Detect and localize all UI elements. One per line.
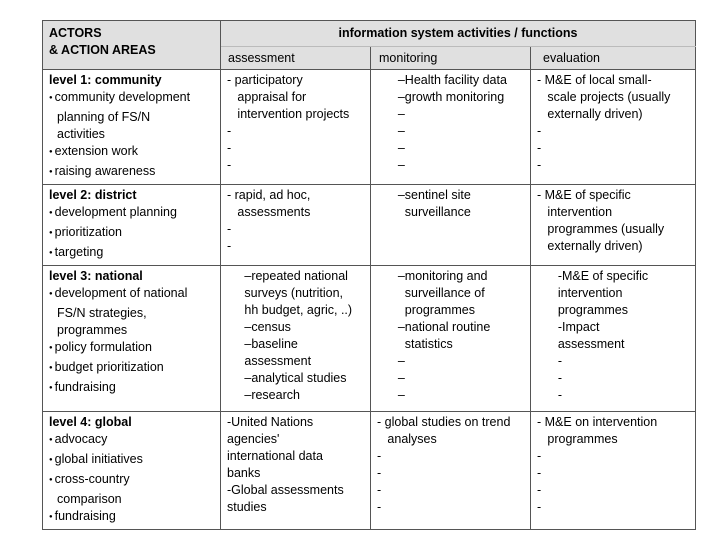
cell-line: - [537,354,562,368]
cell-line: – [377,158,405,172]
cell-line: - [227,124,232,138]
actor-bullet-item: ● development of national [49,285,214,305]
cell-line: - [537,483,542,497]
actor-bullet-item: ● fundraising [49,508,214,528]
assessment-cell [221,70,371,185]
cell-line: assessment [227,354,312,368]
actor-item-continuation: FS/N strategies, [57,306,147,320]
evaluation-cell [531,185,696,266]
cell-line: - [227,158,232,172]
level-label: level 3: national [49,269,143,283]
cell-line: –analytical studies [227,371,347,385]
actor-bullet-item: ● budget prioritization [49,359,214,379]
cell-line: - [537,158,542,172]
level-label: level 2: district [49,188,137,202]
cell-line: –Health facility data [377,73,507,87]
functions-header: information system activities / functions [221,21,696,47]
cell-line: - [537,466,542,480]
cell-line: –national routine [377,320,491,334]
cell-line: – [377,388,405,402]
cell-line: intervention [537,286,623,300]
actor-item-continuation: programmes [57,323,128,337]
assessment-cell [221,266,371,412]
cell-line: –baseline [227,337,298,351]
actor-item-continuation: comparison [57,492,122,506]
cell-line: assessments [227,205,311,219]
actors-cell [43,266,221,412]
cell-line: surveillance [377,205,471,219]
table-row [43,412,696,530]
cell-line: - [227,141,232,155]
cell-line: -United Nations [227,415,314,429]
cell-line: - rapid, ad hoc, [227,188,311,202]
cell-line: –repeated national [227,269,348,283]
cell-line: scale projects (usually [537,90,671,104]
cell-line: banks [227,466,261,480]
cell-line: - [537,124,542,138]
cell-line: – [377,371,405,385]
cell-line: - [537,388,562,402]
cell-line: - [537,371,562,385]
table-row [43,266,696,412]
cell-line: externally driven) [537,107,643,121]
cell-line: externally driven) [537,239,643,253]
actor-bullet-item: ● policy formulation [49,339,214,359]
cell-line: - [377,483,382,497]
cell-line: intervention projects [227,107,350,121]
assessment-column-header: assessment [221,47,371,70]
actor-bullet-item: ● extension work [49,143,214,163]
cell-line: programmes (usually [537,222,665,236]
cell-line: - [227,222,232,236]
level-label: level 4: global [49,415,132,429]
actors-header-line1: ACTORS [49,26,102,40]
cell-line: - [377,449,382,463]
cell-line: programmes [537,303,628,317]
evaluation-cell [531,70,696,185]
cell-line: - [227,239,232,253]
cell-line: -Global assessments [227,483,344,497]
actor-bullet-item: ● global initiatives [49,451,214,471]
actor-item-continuation: planning of FS/N [57,110,151,124]
monitoring-column-header: monitoring [371,47,531,70]
assessment-cell [221,412,371,530]
cell-line: - [537,500,542,514]
information-system-table [42,20,696,530]
assessment-cell [221,185,371,266]
cell-line: - [537,449,542,463]
cell-line: – [377,354,405,368]
cell-line: surveys (nutrition, [227,286,344,300]
evaluation-cell [531,266,696,412]
cell-line: programmes [537,432,618,446]
cell-line: assessment [537,337,625,351]
cell-line: statistics [377,337,453,351]
actor-bullet-item: ● advocacy [49,431,214,451]
actors-header-line2: & ACTION AREAS [49,43,156,57]
actors-header [43,21,221,70]
cell-line: - [377,500,382,514]
monitoring-cell [371,266,531,412]
cell-line: –research [227,388,300,402]
cell-line: programmes [377,303,475,317]
cell-line: - M&E of local small- [537,73,652,87]
monitoring-cell [371,70,531,185]
cell-line: surveillance of [377,286,485,300]
cell-line: –monitoring and [377,269,488,283]
actor-bullet-item: ● prioritization [49,224,214,244]
actor-bullet-item: ● community development [49,89,214,109]
cell-line: –growth monitoring [377,90,505,104]
actor-bullet-item: ● cross-country [49,471,214,491]
cell-line: - global studies on trend [377,415,511,429]
actor-item-continuation: activities [57,127,105,141]
cell-line: analyses [377,432,437,446]
cell-line: - M&E on intervention [537,415,658,429]
actor-bullet-item: ● targeting [49,244,214,264]
table-row [43,185,696,266]
table-row [43,70,696,185]
cell-line: - M&E of specific [537,188,631,202]
cell-line: international data [227,449,323,463]
cell-line: – [377,124,405,138]
cell-line: agencies' [227,432,280,446]
actors-cell [43,412,221,530]
cell-line: appraisal for [227,90,307,104]
cell-line: hh budget, agric, ..) [227,303,353,317]
cell-line: - [537,141,542,155]
cell-line: –census [227,320,291,334]
cell-line: – [377,141,405,155]
actor-bullet-item: ● raising awareness [49,163,214,183]
monitoring-cell [371,185,531,266]
evaluation-cell [531,412,696,530]
actors-cell [43,185,221,266]
cell-line: –sentinel site [377,188,471,202]
monitoring-cell [371,412,531,530]
cell-line: intervention [537,205,613,219]
actor-bullet-item: ● fundraising [49,379,214,399]
cell-line: -Impact [537,320,600,334]
evaluation-column-header: evaluation [531,47,696,70]
cell-line: – [377,107,405,121]
actors-cell [43,70,221,185]
cell-line: - participatory [227,73,303,87]
cell-line: - [377,466,382,480]
actor-bullet-item: ● development planning [49,204,214,224]
cell-line: studies [227,500,267,514]
cell-line: -M&E of specific [537,269,649,283]
level-label: level 1: community [49,73,162,87]
